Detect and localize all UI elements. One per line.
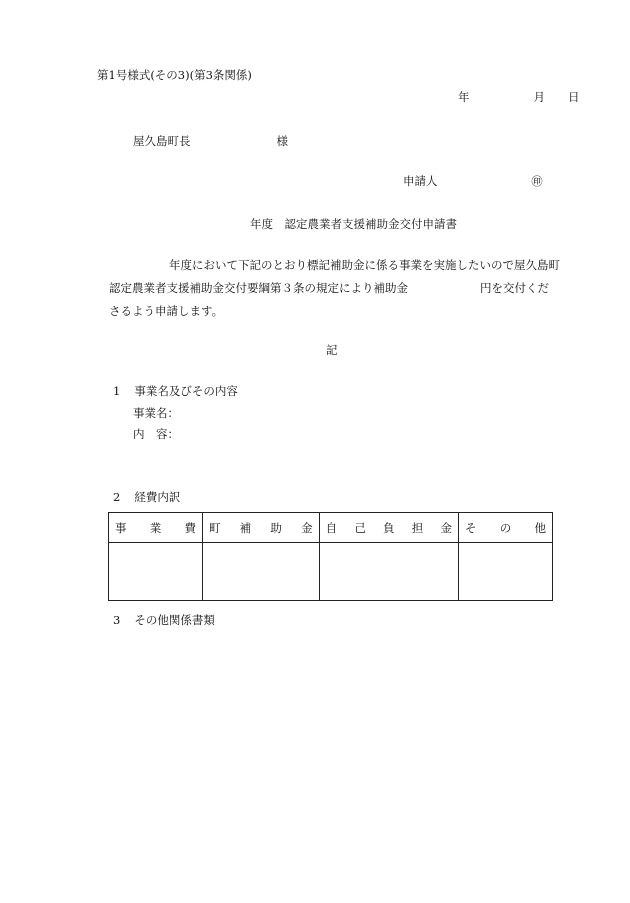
date-line bbox=[458, 89, 580, 105]
seal-mark: ㊞ bbox=[531, 175, 543, 188]
header-town-subsidy: 町 補 助 金 bbox=[202, 513, 319, 543]
paragraph-line-3: さるよう申請します。 bbox=[109, 304, 224, 318]
paragraph-line-2a: 認定農業者支援補助金交付要綱第３条の規定により補助金 bbox=[109, 281, 408, 295]
date-day: 日 bbox=[568, 90, 580, 104]
request-paragraph bbox=[109, 254, 579, 323]
header-self-burden: 自 己 負 担 金 bbox=[319, 513, 458, 543]
paragraph-line-2 bbox=[109, 277, 579, 300]
item-2-title: 経費内訳 bbox=[134, 490, 181, 504]
item-3-number: 3 bbox=[113, 613, 121, 627]
header-project-cost: 事 業 費 bbox=[109, 513, 203, 543]
addressee-name: 屋久島町長 bbox=[133, 134, 191, 148]
cell-town-subsidy[interactable] bbox=[202, 543, 319, 601]
document-title: 年度 認定農業者支援補助金交付申請書 bbox=[250, 217, 457, 231]
paragraph-line-2b: 円を交付くだ bbox=[480, 281, 549, 295]
addressee bbox=[133, 133, 288, 149]
form-label: 第1号様式(その3)(第3条関係) bbox=[97, 68, 252, 82]
cell-project-cost[interactable] bbox=[109, 543, 203, 601]
cell-other[interactable] bbox=[459, 543, 553, 601]
ki-heading: 記 bbox=[326, 343, 338, 357]
item-1-number: 1 bbox=[113, 384, 121, 398]
applicant bbox=[403, 173, 543, 189]
table-row bbox=[109, 543, 553, 601]
header-other: そ の 他 bbox=[459, 513, 553, 543]
addressee-honorific: 様 bbox=[276, 134, 288, 148]
paragraph-line-1: 年度において下記のとおり標記補助金に係る事業を実施したいので屋久島町 bbox=[169, 258, 560, 272]
item-1-content-label: 内 容： bbox=[133, 427, 179, 441]
cost-breakdown-table bbox=[108, 512, 553, 601]
item-1-heading bbox=[113, 383, 238, 399]
item-3-title: その他関係書類 bbox=[134, 613, 215, 627]
date-month: 月 bbox=[533, 90, 545, 104]
item-2-number: 2 bbox=[113, 490, 121, 504]
item-2-heading bbox=[113, 489, 180, 505]
item-3-heading bbox=[113, 612, 215, 628]
item-1-title: 事業名及びその内容 bbox=[134, 384, 238, 398]
table-header-row bbox=[109, 513, 553, 543]
date-year: 年 bbox=[458, 90, 470, 104]
cell-self-burden[interactable] bbox=[319, 543, 458, 601]
item-1-name-label: 事業名： bbox=[133, 406, 179, 420]
applicant-label: 申請人 bbox=[403, 174, 438, 188]
